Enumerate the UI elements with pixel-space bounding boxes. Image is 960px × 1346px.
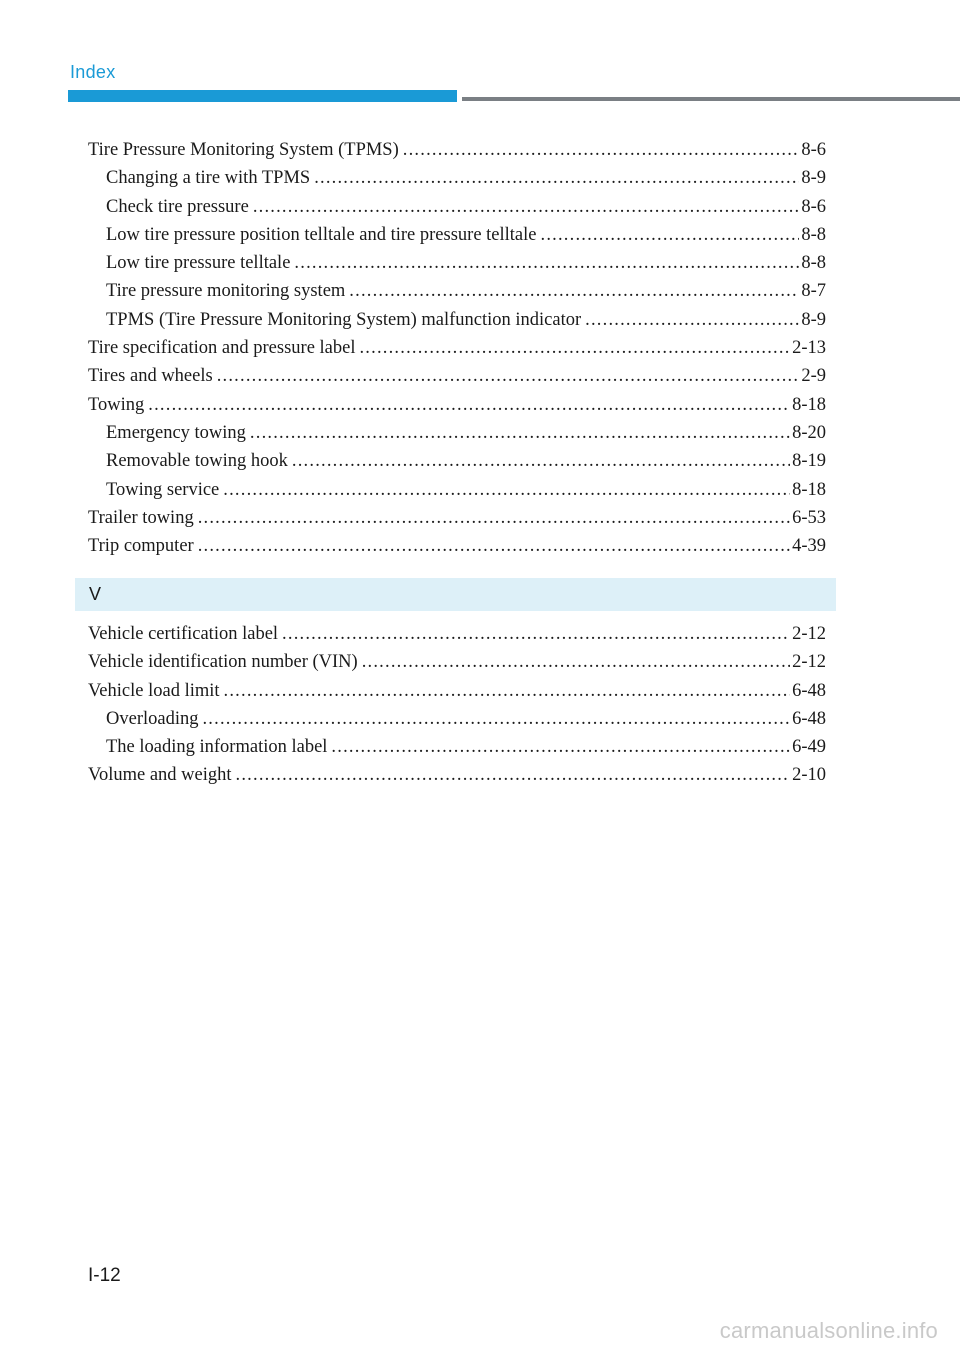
index-subentry [88, 225, 826, 253]
index-entries-t [88, 140, 826, 564]
index-subentry [88, 737, 826, 765]
page-header-title: Index [70, 62, 116, 82]
entry-page: 2-12 [792, 652, 826, 673]
entry-text: Vehicle identification number (VIN) [88, 652, 358, 673]
section-letter: V [89, 584, 102, 604]
entry-text: Towing service [106, 479, 220, 500]
entry-text: Removable towing hook [106, 451, 288, 472]
entry-page: 8-9 [801, 309, 826, 330]
index-subentry [88, 423, 826, 451]
header-rule [462, 97, 960, 101]
index-entry [88, 681, 826, 709]
entry-text: Volume and weight [88, 765, 232, 786]
entry-page: 8-8 [801, 253, 826, 274]
watermark: carmanualsonline.info [719, 1318, 938, 1343]
entry-page: 2-10 [792, 765, 826, 786]
entry-text: The loading information label [106, 737, 328, 758]
entry-page: 8-7 [801, 281, 826, 302]
entry-page: 8-6 [801, 140, 826, 160]
entry-page: 8-20 [792, 422, 826, 443]
index-entry [88, 395, 826, 423]
entry-text: Trailer towing [88, 507, 194, 528]
index-entry [88, 338, 826, 366]
index-entry [88, 366, 826, 394]
index-entry [88, 652, 826, 680]
entry-page: 8-9 [801, 168, 826, 189]
entry-text: Low tire pressure telltale [106, 253, 291, 274]
entry-text: Emergency towing [106, 422, 246, 443]
index-subentry [88, 197, 826, 225]
dot-leader [359, 338, 790, 359]
entry-page: 2-9 [801, 366, 826, 387]
entry-text: TPMS (Tire Pressure Monitoring System) malfunction indicator [106, 309, 582, 330]
dot-leader [294, 253, 799, 274]
entry-page: 6-53 [792, 507, 826, 528]
dot-leader [223, 480, 790, 501]
entry-page: 8-18 [792, 479, 826, 500]
dot-leader [217, 366, 800, 387]
dot-leader [314, 168, 799, 189]
entry-page: 6-48 [792, 680, 826, 701]
entry-page: 8-8 [801, 224, 826, 245]
entry-page: 4-39 [792, 536, 826, 557]
entry-text: Tire specification and pressure label [88, 338, 356, 359]
index-entry [88, 508, 826, 536]
dot-leader [403, 140, 800, 161]
index-entry [88, 140, 826, 168]
entry-text: Vehicle certification label [88, 624, 279, 644]
entry-page: 2-12 [792, 624, 826, 644]
dot-leader [362, 652, 790, 673]
index-subentry [88, 709, 826, 737]
entry-text: Tire Pressure Monitoring System (TPMS) [88, 140, 399, 160]
entry-text: Low tire pressure position telltale and tire pressure telltale [106, 224, 537, 245]
entry-text: Overloading [106, 708, 199, 729]
header-accent-bar [68, 90, 457, 102]
index-subentry [88, 168, 826, 196]
index-entries-v [88, 624, 826, 794]
index-subentry [88, 310, 826, 338]
section-header-v [75, 578, 836, 611]
entry-text: Tires and wheels [88, 366, 213, 387]
dot-leader [541, 225, 800, 246]
entry-page: 6-49 [792, 737, 826, 758]
entry-text: Tire pressure monitoring system [106, 281, 346, 302]
index-entry [88, 536, 826, 564]
dot-leader [148, 395, 790, 416]
entry-page: 8-18 [792, 394, 826, 415]
dot-leader [253, 197, 800, 218]
dot-leader [202, 709, 790, 730]
dot-leader [198, 508, 790, 529]
index-subentry [88, 480, 826, 508]
dot-leader [224, 681, 791, 702]
dot-leader [585, 310, 799, 331]
dot-leader [292, 451, 790, 472]
entry-page: 6-48 [792, 708, 826, 729]
entry-text: Trip computer [88, 536, 194, 557]
entry-text: Check tire pressure [106, 196, 249, 217]
index-subentry [88, 451, 826, 479]
dot-leader [282, 624, 790, 645]
index-subentry [88, 253, 826, 281]
dot-leader [198, 536, 790, 557]
dot-leader [236, 765, 791, 786]
index-entry [88, 624, 826, 652]
entry-page: 2-13 [792, 338, 826, 359]
entry-page: 8-19 [792, 451, 826, 472]
entry-text: Vehicle load limit [88, 680, 220, 701]
index-subentry [88, 281, 826, 309]
index-entry [88, 765, 826, 793]
dot-leader [250, 423, 790, 444]
entry-text: Towing [88, 394, 145, 415]
entry-text: Changing a tire with TPMS [106, 168, 311, 189]
page-number: I-12 [88, 1265, 121, 1286]
entry-page: 8-6 [801, 196, 826, 217]
dot-leader [331, 737, 790, 758]
dot-leader [349, 281, 799, 302]
